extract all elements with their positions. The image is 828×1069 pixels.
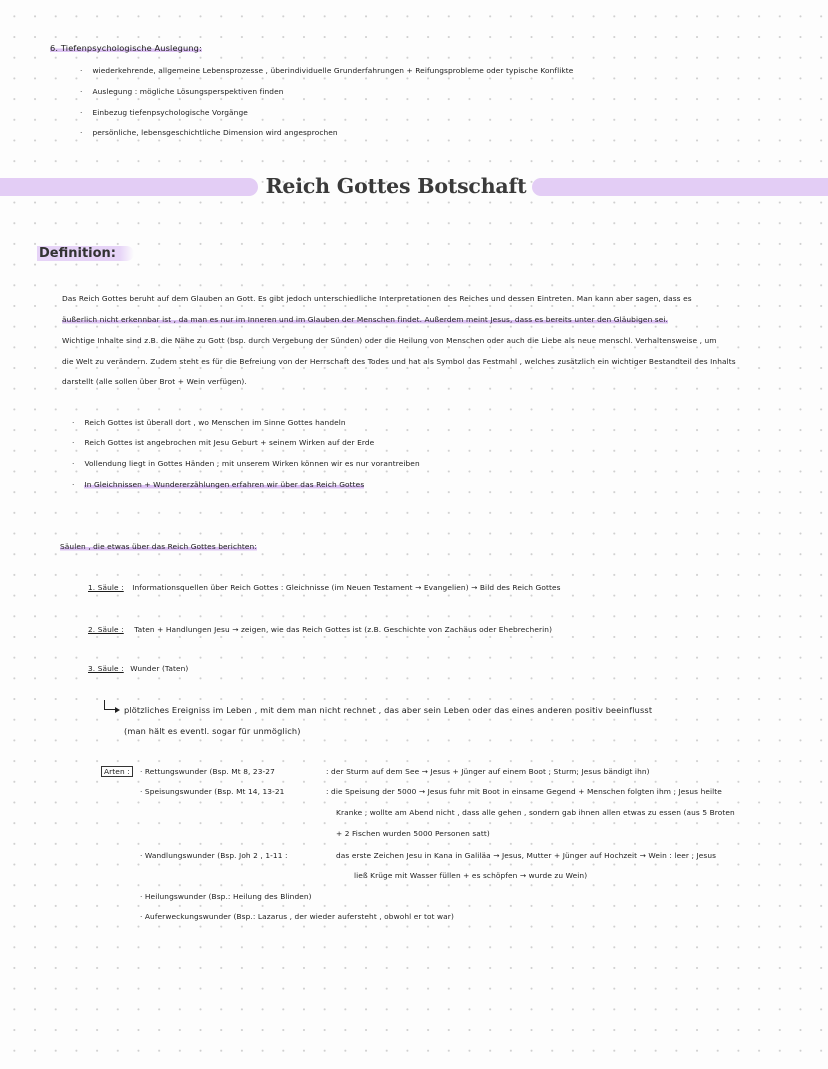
title-highlight-left	[0, 178, 258, 196]
page-title: Reich Gottes Botschaft	[265, 174, 527, 198]
saeule-2-label: 2. Säule :	[88, 625, 124, 634]
wunder-definition: plötzliches Ereigniss im Leben , mit dem man nicht rechnet , das aber sein Leben oder das eines anderen positiv beeinflusst	[124, 705, 653, 715]
section6-heading: 6. Tiefenpsychologische Auslegung:	[50, 43, 202, 53]
art-text: Kranke ; wollte am Abend nicht , dass alle gehen , sondern gab ihnen allen etwas zu essen (aus 5 Broten	[336, 808, 735, 817]
definition-line: Wichtige Inhalte sind z.B. die Nähe zu Gott (bsp. durch Vergebung der Sünden) oder die Heilung von Menschen oder auch die Liebe als neue menschl. Verhaltensweise , um	[62, 336, 717, 345]
saeule-1-text: Informationsquellen über Reich Gottes : Gleichnisse (im Neuen Testament → Evangelien) → Bild des Reich Gottes	[132, 583, 561, 592]
definition-line: darstellt (alle sollen über Brot + Wein verfügen).	[62, 377, 247, 386]
saeulen-intro: Säulen , die etwas über das Reich Gottes berichten:	[60, 542, 257, 551]
section6-bullet: · Auslegung : mögliche Lösungsperspektiven finden	[80, 87, 284, 96]
wunder-definition-note: (man hält es eventl. sogar für unmöglich)	[124, 726, 301, 736]
saeule-1	[88, 583, 561, 592]
title-highlight-right	[532, 178, 828, 196]
section6-bullet: · wiederkehrende, allgemeine Lebensprozesse , überindividuelle Grunderfahrungen + Reifungsprobleme oder typische Konflikte	[80, 66, 574, 75]
art-text: : die Speisung der 5000 → Jesus fuhr mit Boot in einsame Gegend + Menschen folgten ihm ; Jesus heilte	[326, 787, 722, 796]
saeule-1-label: 1. Säule :	[88, 583, 124, 592]
definition-bullet: · Reich Gottes ist angebrochen mit Jesu Geburt + seinem Wirken auf der Erde	[72, 438, 375, 447]
saeule-3-label: 3. Säule :	[88, 664, 124, 673]
definition-bullet: · Reich Gottes ist überall dort , wo Menschen im Sinne Gottes handeln	[72, 418, 346, 427]
saeule-2	[88, 625, 552, 634]
art-name: · Speisungswunder (Bsp. Mt 14, 13-21	[140, 787, 285, 796]
art-name: · Heilungswunder (Bsp.: Heilung des Blinden)	[140, 892, 312, 901]
art-name: · Wandlungswunder (Bsp. Joh 2 , 1-11 :	[140, 851, 288, 860]
definition-label: Definition:	[37, 246, 134, 261]
art-name: · Auferweckungswunder (Bsp.: Lazarus , der wieder aufersteht , obwohl er tot war)	[140, 912, 454, 921]
art-text: : der Sturm auf dem See → Jesus + Jünger auf einem Boot ; Sturm; Jesus bändigt ihn)	[326, 767, 650, 776]
section6-bullet: · Einbezug tiefenpsychologische Vorgänge	[80, 108, 248, 117]
definition-bullet: · In Gleichnissen + Wundererzählungen erfahren wir über das Reich Gottes	[72, 480, 365, 489]
art-text: das erste Zeichen Jesu in Kana in Galiläa → Jesus, Mutter + Jünger auf Hochzeit → Wein : leer ; Jesus	[336, 851, 717, 860]
art-text: + 2 Fischen wurden 5000 Personen satt)	[336, 829, 490, 838]
definition-line: die Welt zu verändern. Zudem steht es für die Befreiung von der Herrschaft des Todes und hat als Symbol das Festmahl , welches zusätzlich ein wichtiger Bestandteil des Inhalts	[62, 357, 736, 366]
art-text: ließ Krüge mit Wasser füllen + es schöpfen → wurde zu Wein)	[354, 871, 588, 880]
arrow-icon	[104, 700, 115, 710]
definition-bullet: · Vollendung liegt in Gottes Händen ; mit unserem Wirken können wir es nur vorantreiben	[72, 459, 420, 468]
saeule-3-text: Wunder (Taten)	[130, 664, 189, 673]
arten-label: Arten :	[101, 766, 133, 777]
art-name: · Rettungswunder (Bsp. Mt 8, 23-27	[140, 767, 275, 776]
saeule-3	[88, 664, 188, 673]
section6-bullet: · persönliche, lebensgeschichtliche Dimension wird angesprochen	[80, 128, 338, 137]
definition-line: äußerlich nicht erkennbar ist , da man es nur im Inneren und im Glauben der Menschen findet. Außerdem meint Jesus, dass es bereits unter den Gläubigen sei.	[62, 315, 669, 324]
definition-line: Das Reich Gottes beruht auf dem Glauben an Gott. Es gibt jedoch unterschiedliche Interpretationen des Reiches und dessen Eintreten. Man kann aber sagen, dass es	[62, 294, 692, 303]
saeule-2-text: Taten + Handlungen Jesu → zeigen, wie das Reich Gottes ist (z.B. Geschichte von Zachäus oder Ehebrecherin)	[134, 625, 553, 634]
